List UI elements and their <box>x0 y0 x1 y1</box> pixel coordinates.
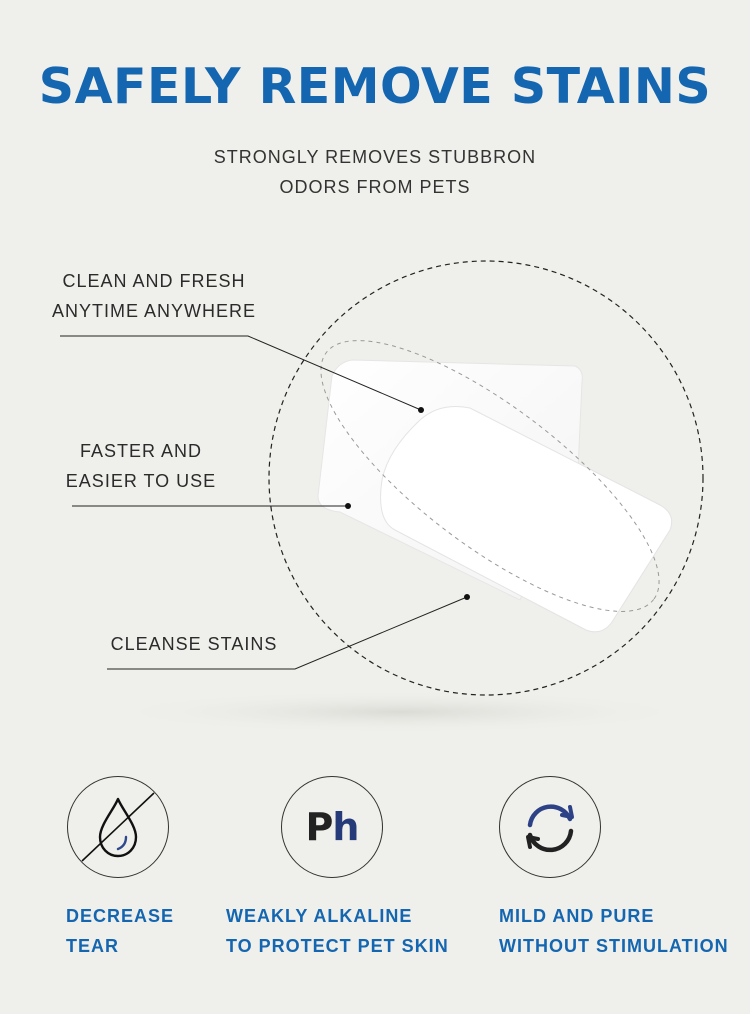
leader-dot-3 <box>464 594 470 600</box>
feature-1-line-2: TEAR <box>66 936 119 956</box>
refresh-cycle-icon <box>500 777 600 877</box>
callout-3-line-1: CLEANSE STAINS <box>110 634 278 654</box>
feature-icon-circle-3 <box>499 776 601 878</box>
callout-clean-fresh <box>40 266 268 326</box>
leader-dot-2 <box>345 503 351 509</box>
no-tear-drop-icon <box>68 777 168 877</box>
callout-2-line-2: EASIER TO USE <box>65 471 217 491</box>
feature-2-line-1: WEAKLY ALKALINE <box>226 906 413 926</box>
callout-1-line-2: ANYTIME ANYWHERE <box>51 301 257 321</box>
leader-dot-1 <box>418 407 424 413</box>
callout-1-line-1: CLEAN AND FRESH <box>62 271 246 291</box>
feature-1-line-1: DECREASE <box>66 906 175 926</box>
floor-shadow <box>100 690 700 734</box>
feature-icon-circle-1 <box>67 776 169 878</box>
callout-2-line-1: FASTER AND <box>79 441 203 461</box>
feature-3-line-1: MILD AND PURE <box>499 906 655 926</box>
feature-label-1 <box>66 901 174 961</box>
callout-cleanse-stains <box>100 629 288 659</box>
ph-letter-h: h <box>332 805 359 849</box>
ph-icon <box>282 777 382 877</box>
callout-faster-easier <box>40 436 242 496</box>
feature-3-line-2: WITHOUT STIMULATION <box>499 936 729 956</box>
subtitle-line-1: STRONGLY REMOVES STUBBRON <box>213 147 537 167</box>
feature-label-3 <box>499 901 729 961</box>
wipe-front <box>381 407 672 632</box>
page-title: SAFELY REMOVE STAINS <box>38 58 712 115</box>
ph-letter-p: P <box>305 805 333 849</box>
subtitle-line-2: ODORS FROM PETS <box>279 177 471 197</box>
feature-icon-circle-2 <box>281 776 383 878</box>
feature-2-line-2: TO PROTECT PET SKIN <box>226 936 449 956</box>
feature-label-2 <box>226 901 449 961</box>
